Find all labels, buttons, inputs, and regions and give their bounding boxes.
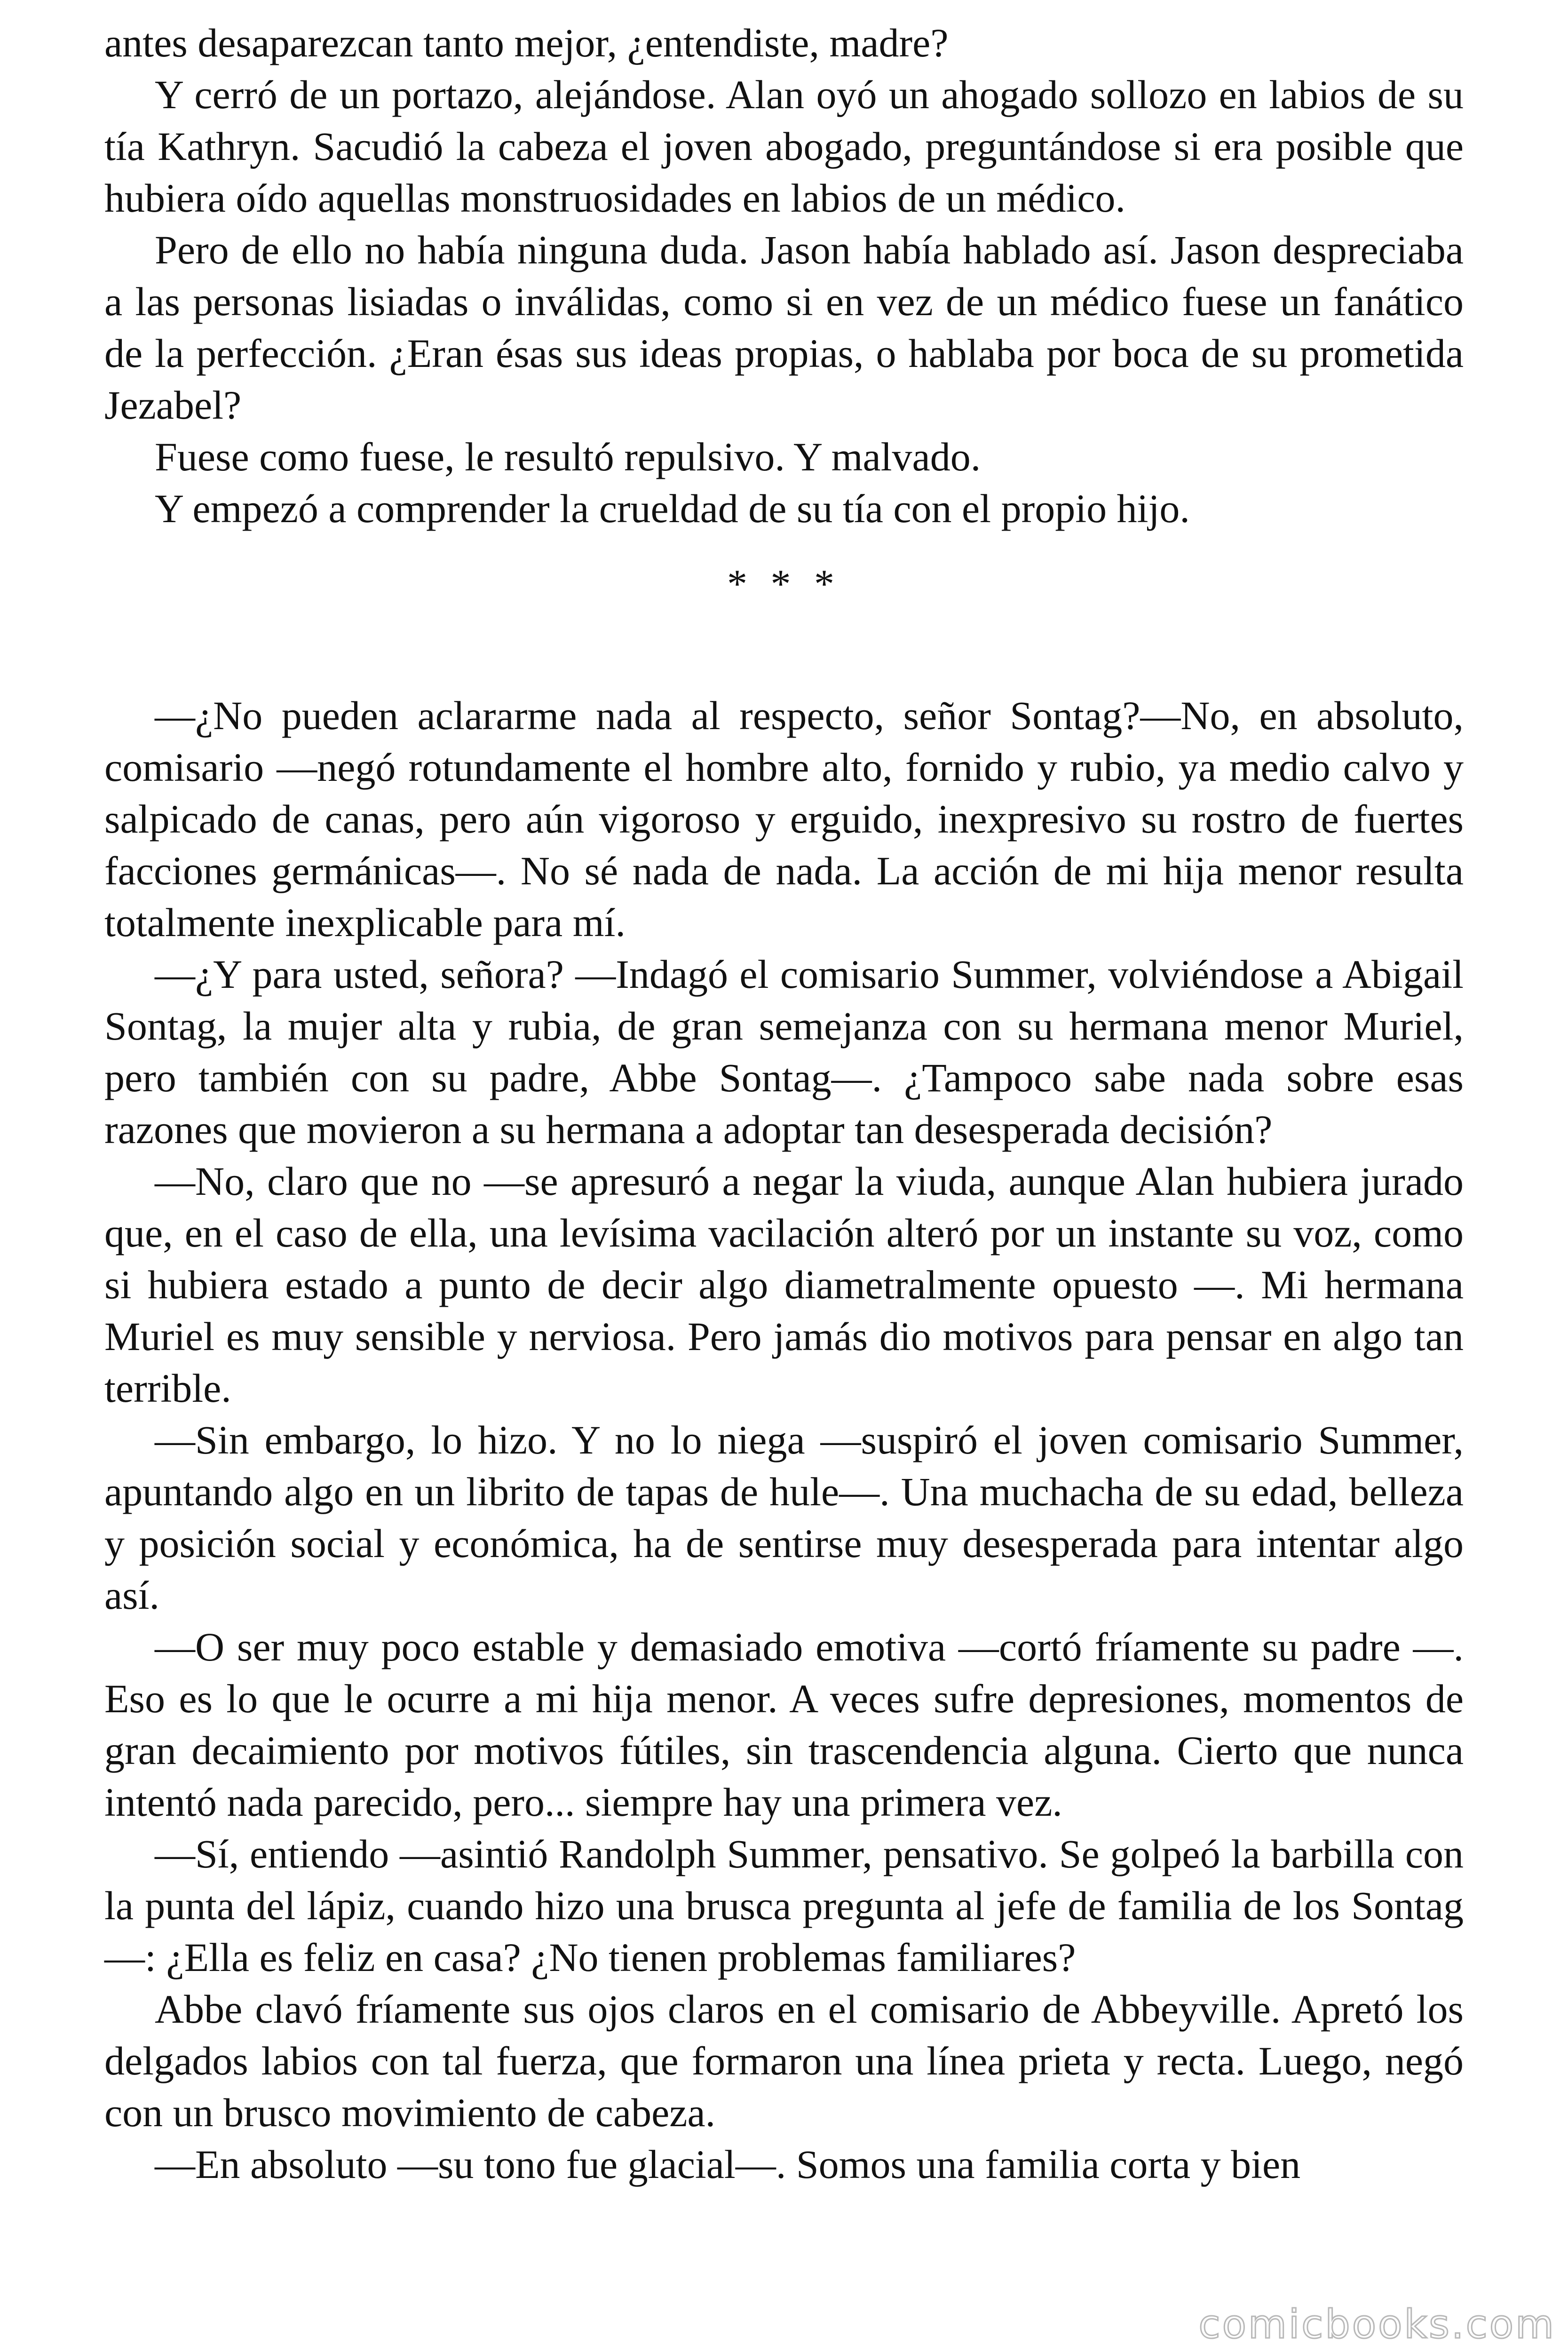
page-body <box>104 17 1464 2190</box>
paragraph: Abbe clavó fríamente sus ojos claros en el comisario de Abbeyville. Apretó los delgados labios con tal fuerza, que formaron una línea prieta y recta. Luego, negó con un brusco movimiento de cabeza. <box>104 1986 1464 2135</box>
paragraph: Pero de ello no había ninguna duda. Jason había hablado así. Jason despreciaba a las personas lisiadas o inválidas, como si en vez de un médico fuese un fanático de la perfección. ¿Eran ésas sus ideas propias, o hablaba por boca de su prometida Jezabel? <box>104 227 1464 428</box>
paragraph: Fuese como fuese, le resultó repulsivo. Y malvado. <box>155 434 981 479</box>
paragraph: Y cerró de un portazo, alejándose. Alan oyó un ahogado sollozo en labios de su tía Kathryn. Sacudió la cabeza el joven abogado, preguntándose si era posible que hubiera oído aquellas monstruosidades en labios de un médico. <box>104 72 1464 221</box>
paragraph: —Sí, entiendo —asintió Randolph Summer, pensativo. Se golpeó la barbilla con la punta del lápiz, cuando hizo una brusca pregunta al jefe de familia de los Sontag—: ¿Ella es feliz en casa? ¿No tienen problemas familiares? <box>104 1831 1464 1980</box>
paragraph: —¿Y para usted, señora? —Indagó el comisario Summer, volviéndose a Abigail Sontag, la mujer alta y rubia, de gran semejanza con su hermana menor Muriel, pero también con su padre, Abbe Sontag—. ¿Tampoco sabe nada sobre esas razones que movieron a su hermana a adoptar tan desesperada decisión? <box>104 952 1464 1152</box>
paragraph: antes desaparezcan tanto mejor, ¿entendiste, madre? <box>104 20 949 65</box>
paragraph: Y empezó a comprender la crueldad de su tía con el propio hijo. <box>155 486 1190 531</box>
watermark: comicbooks.com <box>1198 2301 1556 2347</box>
paragraph: —Sin embargo, lo hizo. Y no lo niega —suspiró el joven comisario Summer, apuntando algo en un librito de tapas de hule—. Una muchacha de su edad, belleza y posición social y económica, ha de sentirse muy desesperada para intentar algo así. <box>104 1417 1464 1618</box>
paragraph: —¿No pueden aclararme nada al respecto, señor Sontag?—No, en absoluto, comisario —negó rotundamente el hombre alto, fornido y rubio, ya medio calvo y salpicado de canas, pero aún vigoroso y erguido, inexpresivo su rostro de fuertes facciones germánicas—. No sé nada de nada. La acción de mi hija menor resulta totalmente inexplicable para mí. <box>104 693 1464 945</box>
paragraph: —O ser muy poco estable y demasiado emotiva —cortó fríamente su padre —. Eso es lo que le ocurre a mi hija menor. A veces sufre depresiones, momentos de gran decaimiento por motivos fútiles, sin trascendencia alguna. Cierto que nunca intentó nada parecido, pero... siempre hay una primera vez. <box>104 1624 1464 1825</box>
paragraph: —En absoluto —su tono fue glacial—. Somos una familia corta y bien <box>155 2142 1301 2187</box>
paragraph: —No, claro que no —se apresuró a negar la viuda, aunque Alan hubiera jurado que, en el caso de ella, una levísima vacilación alteró por un instante su voz, como si hubiera estado a punto de decir algo diametralmente opuesto —. Mi hermana Muriel es muy sensible y nerviosa. Pero jamás dio motivos para pensar en algo tan terrible. <box>104 1159 1464 1411</box>
section-separator: * * * <box>727 561 841 606</box>
